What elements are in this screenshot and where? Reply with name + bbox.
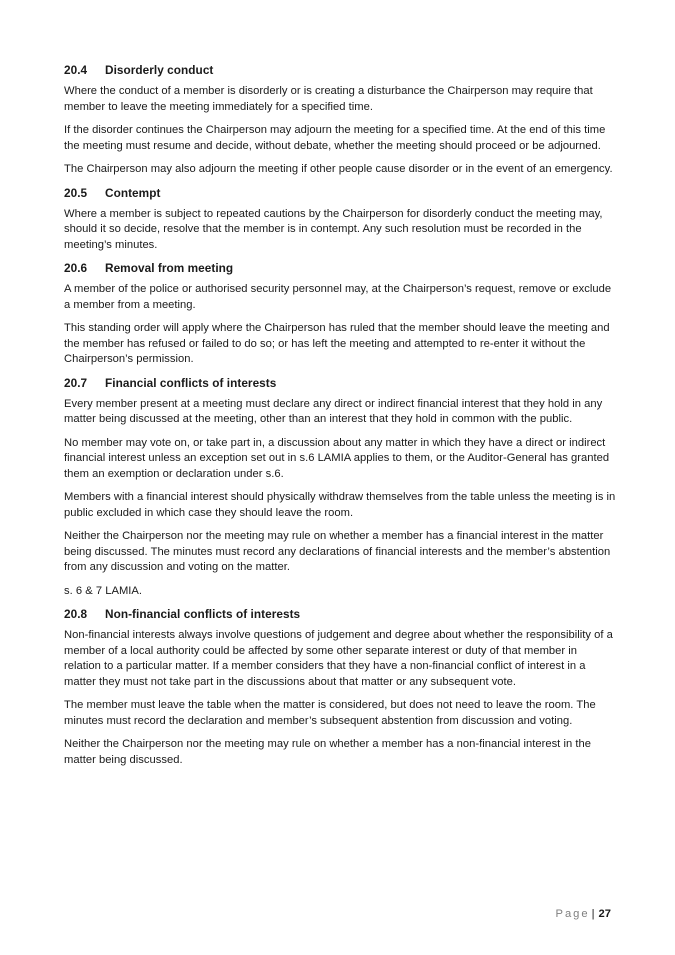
paragraph: Members with a financial interest should physically withdraw themselves from the table unless the meeting is in public excluded in which case they should leave the room.: [64, 491, 616, 519]
paragraph: This standing order will apply where the Chairperson has ruled that the member should leave the meeting and the member has refused or failed to do so; or has left the meeting and attempted to re-enter it without the Chairperson’s permission.: [64, 322, 610, 365]
section-title: Removal from meeting: [105, 261, 234, 275]
section-number: 20.6: [64, 261, 88, 275]
paragraph: The member must leave the table when the matter is considered, but does not need to leave the room. The minutes must record the declaration and member’s subsequent abstention from discussion and voting.: [64, 699, 596, 727]
paragraph: Neither the Chairperson nor the meeting may rule on whether a member has a non-financial interest in the matter being discussed.: [64, 738, 591, 766]
paragraph: Where the conduct of a member is disorderly or is creating a disturbance the Chairperson may require that member to leave the meeting immediately for a specified time.: [64, 85, 593, 113]
section-title: Non-financial conflicts of interests: [105, 607, 301, 621]
section-number: 20.8: [64, 607, 88, 621]
footer-separator: |: [591, 908, 595, 920]
section-number: 20.4: [64, 63, 88, 77]
paragraph: A member of the police or authorised security personnel may, at the Chairperson’s request, remove or exclude a member from a meeting.: [64, 283, 612, 311]
section-20-8: [64, 607, 616, 768]
section-title: Financial conflicts of interests: [105, 375, 277, 390]
section-20-7: [64, 376, 616, 600]
document-page: [64, 63, 616, 776]
page-number: 27: [598, 908, 611, 920]
section-number: 20.5: [64, 185, 88, 200]
paragraph: Where a member is subject to repeated cautions by the Chairperson for disorderly conduct the meeting may, should it so decide, resolve that the member is in contempt. Any such resolution must be recorded in the meeting’s minutes.: [64, 207, 603, 251]
section-20-6: [64, 261, 616, 368]
section-heading: [64, 607, 616, 622]
section-heading: [64, 186, 616, 201]
paragraph: Neither the Chairperson nor the meeting may rule on whether a member has a financial interest in the matter being discussed. The minutes must record any declarations of financial interests and the member’s abstention from any discussion and voting on the matter.: [64, 530, 611, 573]
paragraph: Every member present at a meeting must declare any direct or indirect financial interest that they hold in any matter being discussed at the meeting, other than an interest that they hold in common with the public.: [64, 397, 603, 425]
section-heading: [64, 63, 616, 78]
section-number: 20.7: [64, 375, 88, 390]
section-heading: [64, 261, 616, 276]
section-title: Contempt: [105, 185, 161, 200]
section-heading: [64, 376, 616, 391]
page-label: Page: [555, 908, 590, 920]
section-20-4: [64, 63, 616, 178]
section-20-5: [64, 186, 616, 254]
paragraph: If the disorder continues the Chairperson may adjourn the meeting for a specified time. At the end of this time the meeting must resume and decide, without debate, whether the meeting should proceed or be adjourned.: [64, 124, 606, 152]
section-title: Disorderly conduct: [105, 63, 214, 77]
page-footer: [556, 907, 612, 921]
paragraph: No member may vote on, or take part in, a discussion about any matter in which they have a direct or indirect financial interest unless an exception set out in s.6 LAMIA applies to them, or the Auditor-General has granted them an exemption or declaration under s.6.: [64, 436, 610, 480]
statute-reference: s. 6 & 7 LAMIA.: [64, 584, 143, 597]
paragraph: Non-financial interests always involve questions of judgement and degree about whether the responsibility of a member of a local authority could be affected by some other separate interest or duty of that member in relation to a particular matter. If a member considers that they have a non-financial conflict of interest in a matter they must not take part in the discussions about that matter or any subsequent vote.: [64, 629, 613, 688]
paragraph: The Chairperson may also adjourn the meeting if other people cause disorder or in the event of an emergency.: [64, 163, 613, 175]
